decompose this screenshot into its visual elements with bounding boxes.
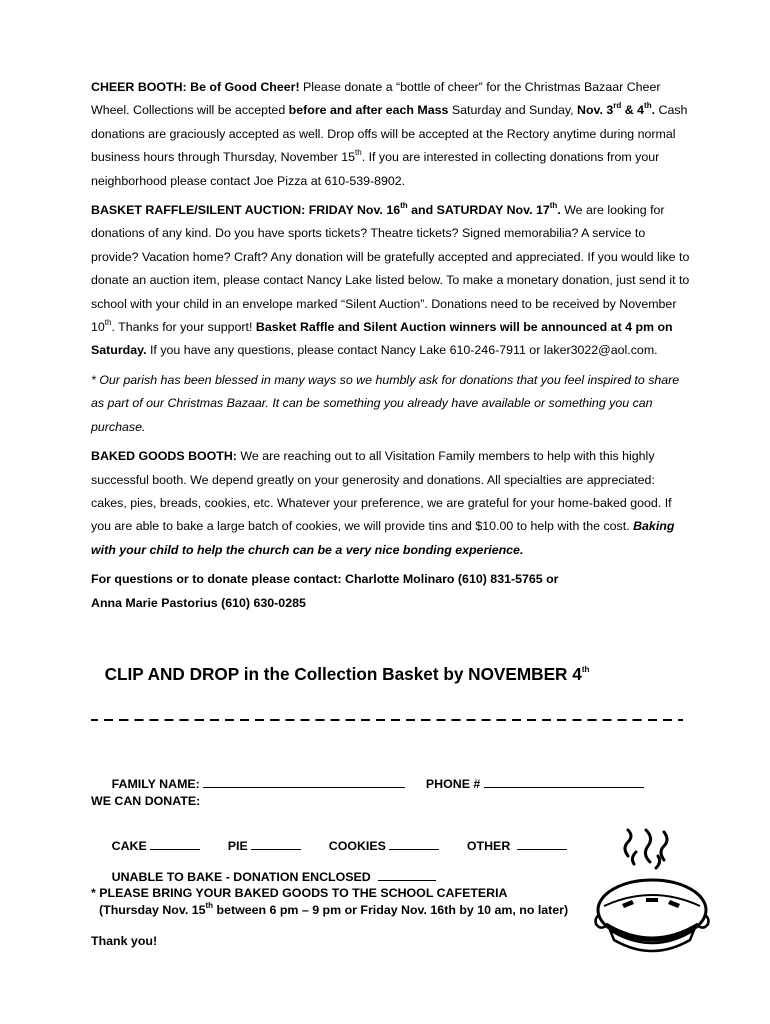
bring-instructions-line2: (Thursday Nov. 15th between 6 pm – 9 pm or Friday Nov. 16th by 10 am, no later)	[99, 900, 569, 917]
pie-field[interactable]	[251, 838, 301, 850]
family-name-label: FAMILY NAME:	[111, 777, 200, 791]
cheer-booth-heading: CHEER BOOTH: Be of Good Cheer!	[91, 80, 300, 94]
baked-goods-paragraph: BAKED GOODS BOOTH: We are reaching out to all Visitation Family members to help with this highly successful booth. We depend greatly on your generosity and donations. All specialties are appreciated: cakes, pies, breads, cookies, etc. Whatever your preference, we are grateful for your home-baked good. If you are able to bake a large batch of cookies, we will provide tins and $10.00 to help with the cost. Baking with your child to help the church can be a very nice bonding experience.	[91, 449, 675, 557]
parish-note: * Our parish has been blessed in many ways so we humbly ask for donations that you feel inspired to share as part of our Christmas Bazaar. It can be something you already have available or something you can purchase.	[91, 372, 680, 434]
we-can-donate-label: WE CAN DONATE:	[91, 794, 201, 808]
thank-you: Thank you!	[91, 934, 158, 948]
donation-enclosed-field[interactable]	[378, 869, 436, 881]
cake-label: CAKE	[111, 839, 147, 853]
phone-label: PHONE #	[425, 777, 481, 791]
other-label: OTHER	[466, 839, 511, 853]
cheer-booth-paragraph: CHEER BOOTH: Be of Good Cheer! Please donate a “bottle of cheer” for the Christmas Bazaar Cheer Wheel. Collections will be accepted before and after each Mass Saturday and Sunday, Nov. 3rd & 4th. Cash donations are graciously accepted as well. Drop offs will be accepted at the Rectory anytime during normal business hours through Thursday, November 15th. If you are interested in collecting donations from your neighborhood please contact Joe Pizza at 610-539-8902.	[91, 80, 688, 188]
other-field[interactable]	[517, 838, 567, 850]
baked-goods-heading: BAKED GOODS BOOTH:	[91, 449, 237, 464]
cake-field[interactable]	[150, 838, 200, 850]
phone-field[interactable]	[484, 776, 644, 788]
basket-raffle-heading: BASKET RAFFLE/SILENT AUCTION: FRIDAY Nov. 16	[91, 203, 401, 218]
unable-label: UNABLE TO BAKE - DONATION ENCLOSED	[111, 870, 371, 884]
cookies-label: COOKIES	[328, 839, 386, 853]
pie-label: PIE	[227, 839, 248, 853]
bonding-note: Baking with your child to help the church can be a very nice bonding experience.	[91, 519, 675, 557]
flyer-page	[91, 76, 691, 948]
cookies-field[interactable]	[389, 838, 439, 850]
pie-icon	[590, 826, 714, 956]
contact-paragraph: For questions or to donate please contact: Charlotte Molinaro (610) 831-5765 or Anna Marie Pastorius (610) 630-0285	[91, 572, 559, 610]
clip-and-drop-title: CLIP AND DROP in the Collection Basket by NOVEMBER 4th	[104, 664, 590, 684]
family-name-field[interactable]	[203, 776, 405, 788]
basket-raffle-paragraph: BASKET RAFFLE/SILENT AUCTION: FRIDAY Nov. 16th and SATURDAY Nov. 17th. We are looking for donations of any kind. Do you have sports tickets? Theatre tickets? Signed memorabilia? A service to provide? Vacation home? Craft? Any donation will be gratefully accepted and appreciated. If you would like to donate an auction item, please contact Nancy Lake listed below. To make a monetary donation, just send it to school with your child in an envelope marked “Silent Auction”. Donations need to be received by November 10th. Thanks for your support! Basket Raffle and Silent Auction winners will be announced at 4 pm on Saturday. If you have any questions, please contact Nancy Lake 610-246-7911 or laker3022@aol.com.	[91, 200, 690, 358]
cut-line	[91, 719, 683, 723]
bring-instructions-line1: * PLEASE BRING YOUR BAKED GOODS TO THE SCHOOL CAFETERIA	[91, 886, 508, 900]
